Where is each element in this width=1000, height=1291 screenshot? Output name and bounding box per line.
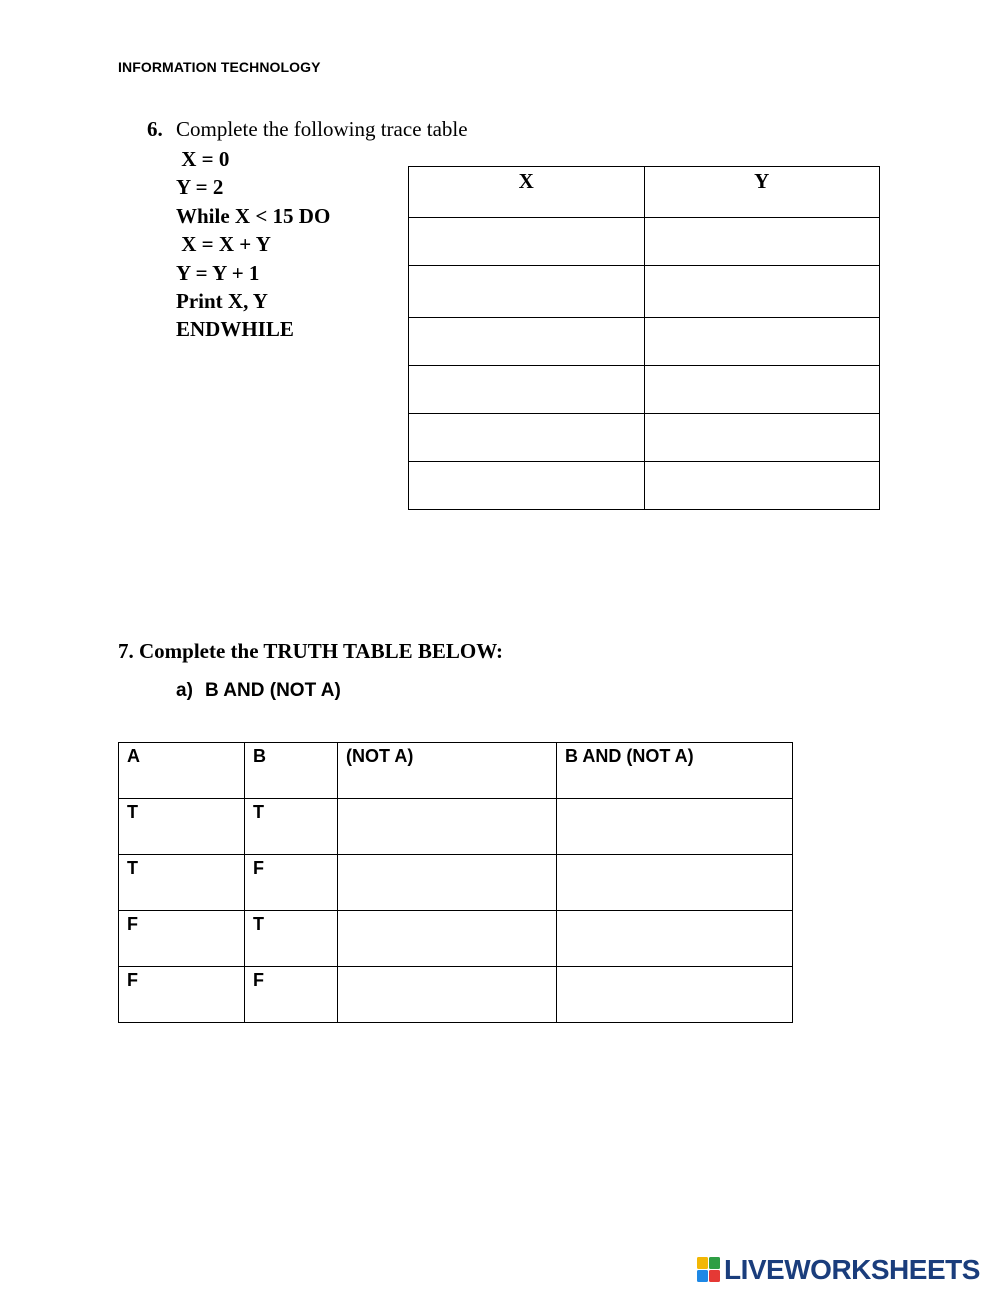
liveworksheets-logo-icon: [697, 1257, 721, 1283]
trace-cell-y[interactable]: [644, 218, 880, 266]
trace-cell-y[interactable]: [644, 462, 880, 510]
truth-cell-result[interactable]: [557, 855, 793, 911]
truth-table: [118, 742, 793, 1023]
truth-cell-b: T: [245, 911, 338, 967]
part-a-label: a): [176, 680, 193, 701]
logo-tile-yellow: [697, 1257, 708, 1269]
document-header: INFORMATION TECHNOLOGY: [118, 59, 321, 75]
truth-table-row: [119, 855, 793, 911]
trace-cell-x[interactable]: [409, 414, 645, 462]
truth-cell-b: F: [245, 855, 338, 911]
logo-tile-blue: [697, 1270, 708, 1282]
trace-cell-y[interactable]: [644, 318, 880, 366]
liveworksheets-logo: [697, 1255, 980, 1285]
truth-cell-a: T: [119, 799, 245, 855]
truth-cell-result[interactable]: [557, 799, 793, 855]
trace-table-row: [409, 266, 880, 318]
truth-column-not-a-header: (NOT A): [338, 743, 557, 799]
trace-cell-y[interactable]: [644, 266, 880, 318]
trace-table-row: [409, 366, 880, 414]
truth-cell-a: F: [119, 967, 245, 1023]
trace-table-row: [409, 218, 880, 266]
trace-cell-x[interactable]: [409, 318, 645, 366]
truth-cell-result[interactable]: [557, 911, 793, 967]
code-line: Y = 2: [176, 175, 224, 200]
trace-column-y-header: Y: [644, 167, 880, 218]
truth-cell-a: F: [119, 911, 245, 967]
logo-tile-red: [709, 1270, 720, 1282]
code-line: X = X + Y: [176, 232, 271, 257]
trace-table-header-row: [409, 167, 880, 218]
trace-table-row: [409, 318, 880, 366]
truth-column-b-header: B: [245, 743, 338, 799]
code-line: Print X, Y: [176, 288, 268, 313]
truth-column-result-header: B AND (NOT A): [557, 743, 793, 799]
trace-table: [408, 166, 880, 510]
logo-tile-green: [709, 1257, 720, 1269]
part-a-expression: B AND (NOT A): [205, 680, 341, 701]
question-6-number: 6.: [147, 117, 163, 141]
truth-cell-not-a[interactable]: [338, 855, 557, 911]
trace-cell-x[interactable]: [409, 462, 645, 510]
truth-cell-b: T: [245, 799, 338, 855]
code-line: ENDWHILE: [176, 317, 294, 342]
truth-cell-b: F: [245, 967, 338, 1023]
truth-cell-not-a[interactable]: [338, 967, 557, 1023]
code-line: Y = Y + 1: [176, 260, 260, 285]
question-7-title: 7. Complete the TRUTH TABLE BELOW:: [118, 639, 504, 663]
truth-table-row: [119, 911, 793, 967]
truth-cell-not-a[interactable]: [338, 799, 557, 855]
trace-cell-y[interactable]: [644, 366, 880, 414]
trace-table-row: [409, 414, 880, 462]
trace-cell-y[interactable]: [644, 414, 880, 462]
truth-cell-not-a[interactable]: [338, 911, 557, 967]
trace-column-x-header: X: [409, 167, 645, 218]
truth-cell-result[interactable]: [557, 967, 793, 1023]
truth-cell-a: T: [119, 855, 245, 911]
truth-table-row: [119, 799, 793, 855]
trace-cell-x[interactable]: [409, 266, 645, 318]
question-6-prompt: Complete the following trace table: [176, 117, 468, 141]
truth-column-a-header: A: [119, 743, 245, 799]
trace-cell-x[interactable]: [409, 366, 645, 414]
trace-table-row: [409, 462, 880, 510]
logo-wordmark: LIVEWORKSHEETS: [724, 1254, 980, 1285]
code-line: X = 0: [176, 147, 230, 171]
truth-table-header-row: [119, 743, 793, 799]
question-7a-heading: [176, 680, 341, 702]
code-line: While X < 15 DO: [176, 203, 331, 228]
trace-cell-x[interactable]: [409, 218, 645, 266]
pseudocode-block: [176, 145, 330, 344]
truth-table-row: [119, 967, 793, 1023]
